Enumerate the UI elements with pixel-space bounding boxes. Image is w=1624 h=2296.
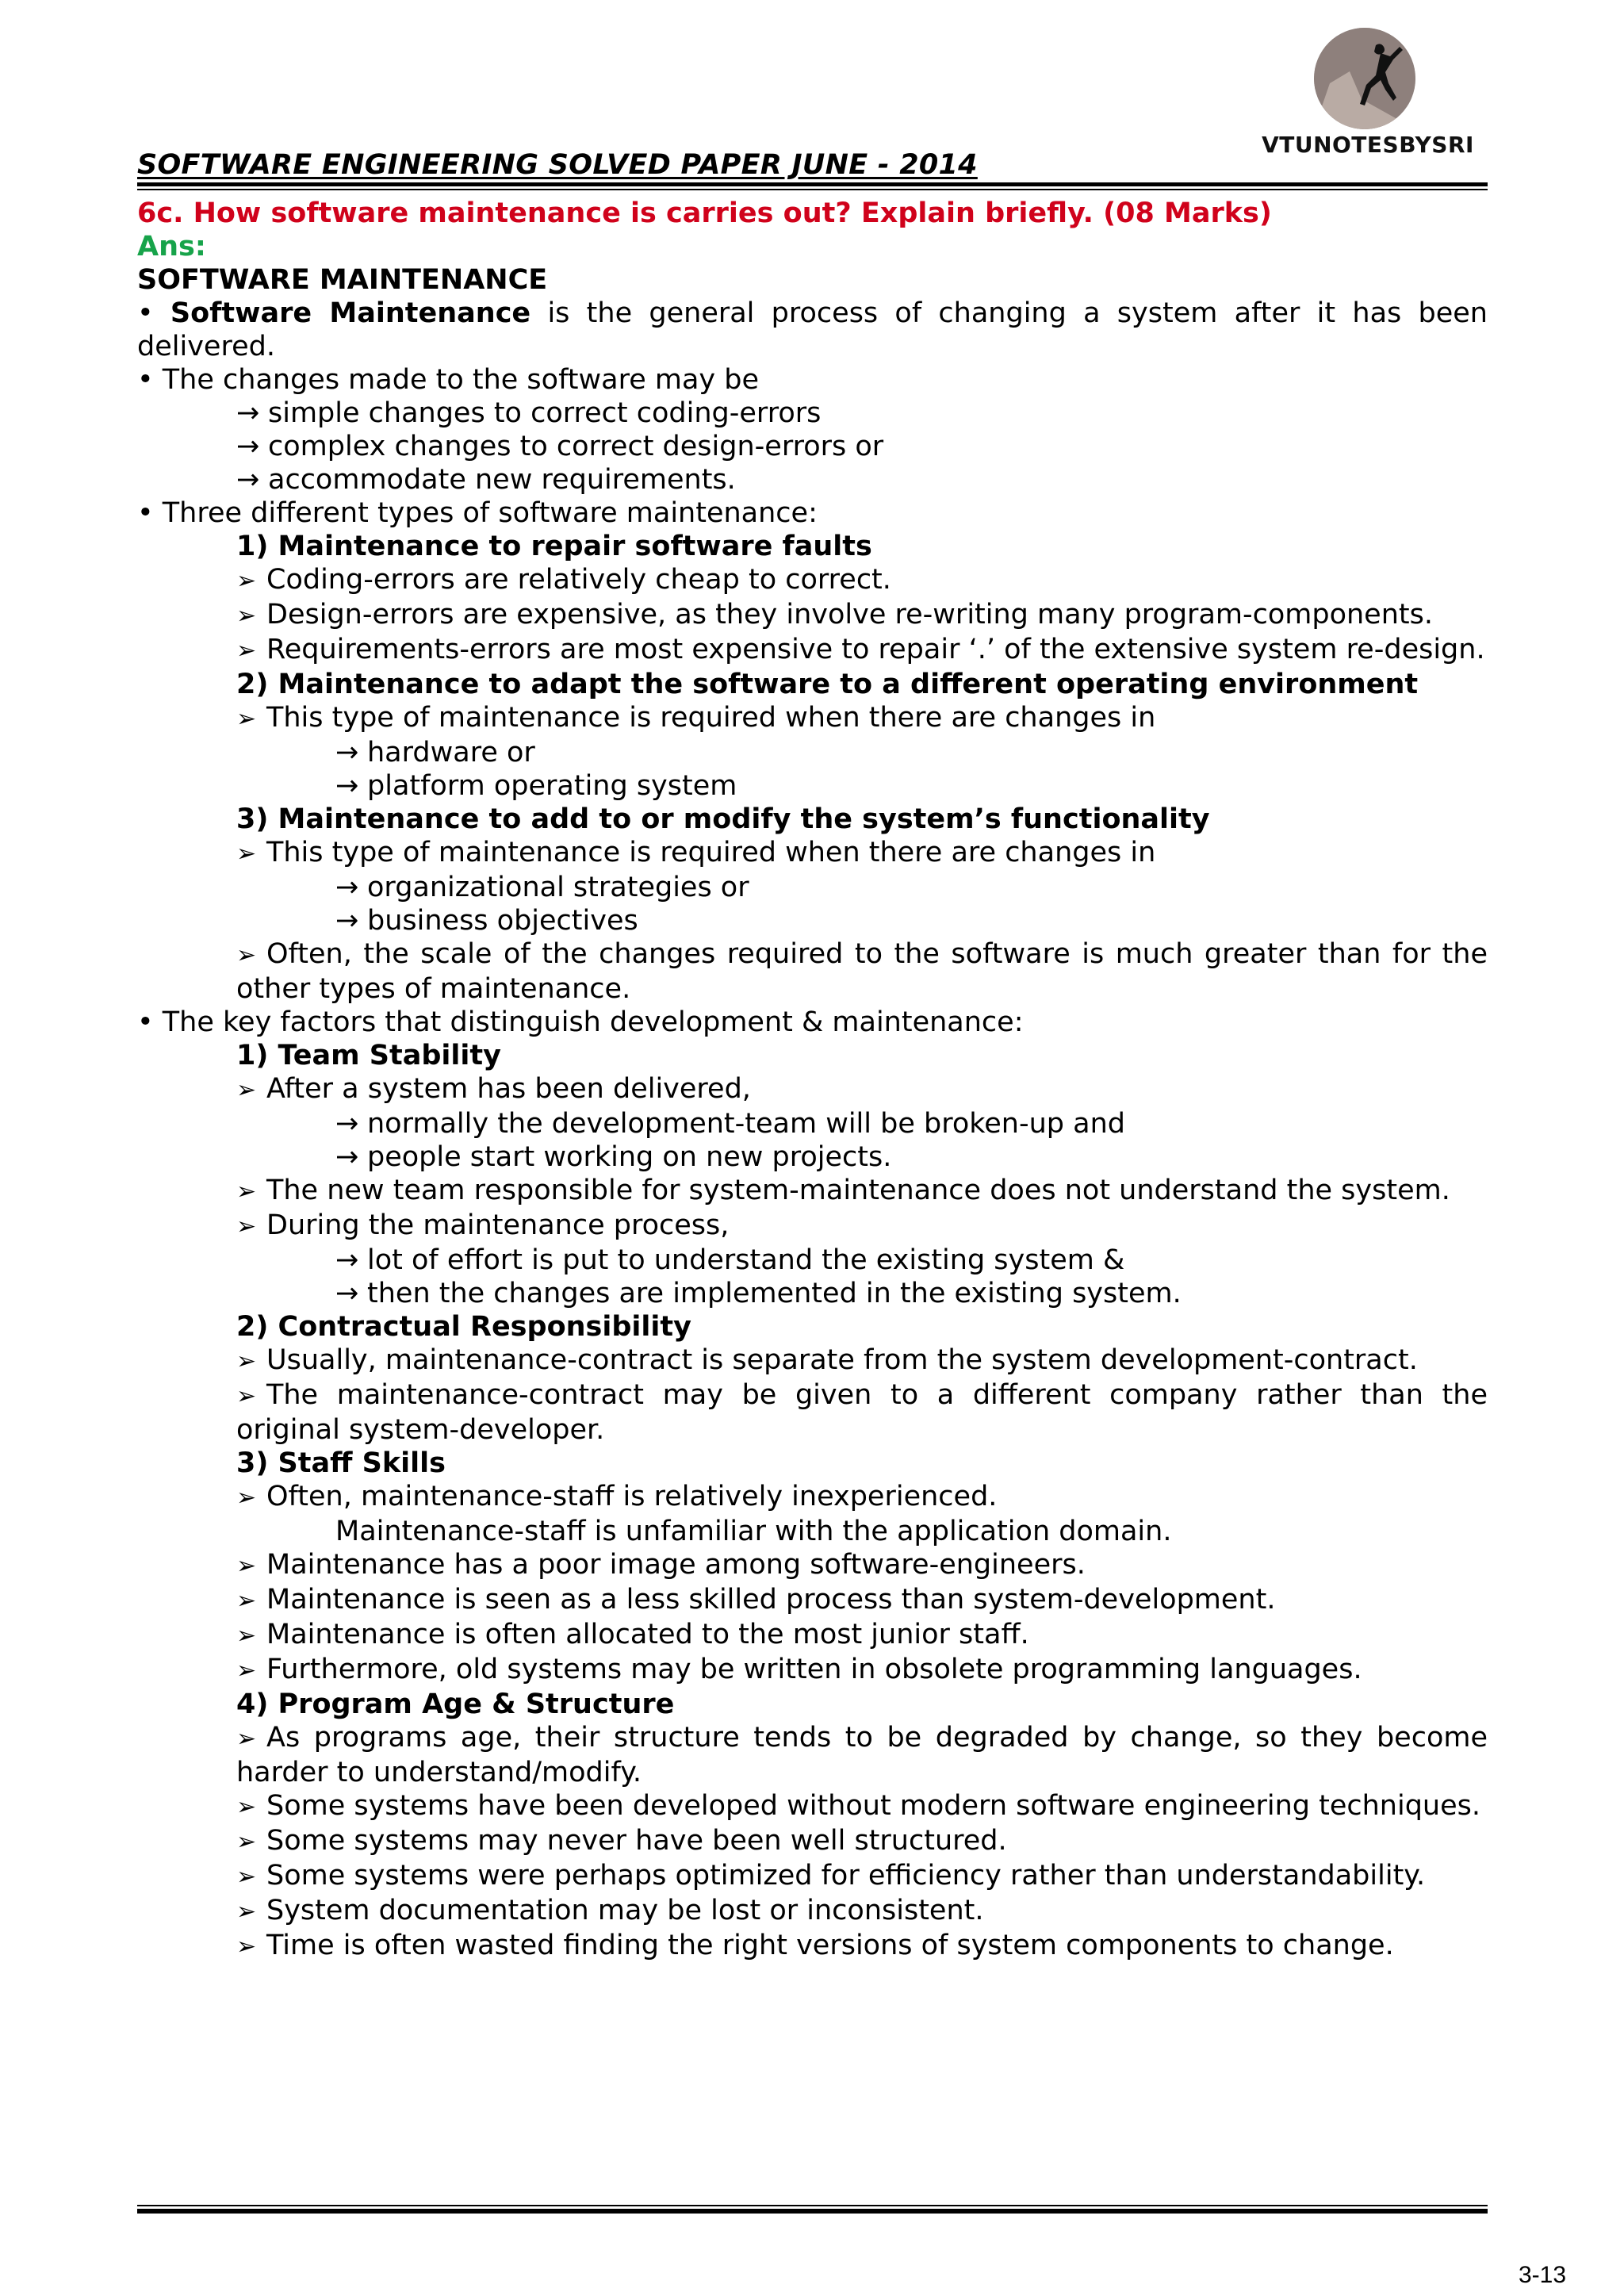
arrow-icon: → [335, 770, 359, 802]
subheading: 4) Program Age & Structure [236, 1688, 675, 1720]
bullet-icon: • [137, 297, 154, 329]
bullet-icon: • [137, 1006, 154, 1038]
logo [1249, 24, 1487, 163]
point-item: ➢ Maintenance is seen as a less skilled process than system-development. [137, 1583, 1488, 1618]
point-item: ➢ Maintenance is often allocated to the most junior staff. [137, 1618, 1488, 1653]
climber-logo-icon [1314, 28, 1415, 129]
point-item: ➢ Furthermore, old systems may be written in obsolete programming languages. [137, 1653, 1488, 1688]
arrow-icon: → [236, 397, 260, 429]
arrowhead-bullet-icon: ➢ [236, 941, 257, 969]
arrowhead-bullet-icon: ➢ [236, 1863, 257, 1891]
footer-rule-thin [137, 2205, 1488, 2206]
bullet-icon: • [137, 364, 154, 396]
arrow-icon: → [335, 1141, 359, 1173]
arrow-item: → normally the development-team will be broken-up and [335, 1108, 1125, 1140]
arrowhead-bullet-icon: ➢ [236, 602, 257, 630]
arrowhead-bullet-icon: ➢ [236, 1213, 257, 1240]
arrowhead-bullet-icon: ➢ [236, 1382, 257, 1410]
arrowhead-bullet-icon: ➢ [236, 1933, 257, 1961]
point-item: ➢ As programs age, their structure tends to be degraded by change, so they become harder to understand/modify. [236, 1722, 1488, 1788]
arrowhead-bullet-icon: ➢ [236, 1793, 257, 1821]
arrow-icon: → [335, 872, 359, 903]
point-item: ➢ This type of maintenance is required when there are changes in [137, 836, 1488, 871]
arrowhead-bullet-icon: ➢ [236, 1076, 257, 1104]
arrowhead-bullet-icon: ➢ [236, 1725, 257, 1753]
arrowhead-bullet-icon: ➢ [236, 1898, 257, 1926]
point-item: ➢ Some systems have been developed without modern software engineering techniques. [137, 1789, 1488, 1824]
answer-label: Ans: [137, 231, 206, 263]
question-text: 6c. How software maintenance is carries out? Explain briefly. (08 Marks) [137, 197, 1272, 229]
subheading: 2) Maintenance to adapt the software to a different operating environment [236, 669, 1419, 700]
header-rule-thin [137, 189, 1488, 190]
arrow-item: → lot of effort is put to understand the existing system & [335, 1244, 1125, 1276]
section-heading: SOFTWARE MAINTENANCE [137, 264, 548, 296]
arrowhead-bullet-icon: ➢ [236, 1657, 257, 1685]
subheading: 1) Team Stability [236, 1040, 501, 1071]
arrow-item: → platform operating system [335, 770, 737, 802]
document-title: SOFTWARE ENGINEERING SOLVED PAPER JUNE - 2014 [137, 149, 978, 181]
page-content [137, 197, 1488, 1964]
arrowhead-bullet-icon: ➢ [236, 840, 257, 868]
arrowhead-bullet-icon: ➢ [236, 1622, 257, 1650]
bullet-item: • The changes made to the software may be [137, 364, 759, 396]
arrow-item: → organizational strategies or [335, 872, 749, 903]
header-rule [137, 182, 1488, 186]
arrow-item: → simple changes to correct coding-errors [236, 397, 822, 429]
point-item: ➢ Requirements-errors are most expensive to repair ‘.’ of the extensive system re-design. [137, 633, 1488, 668]
bullet-item: • Software Maintenance is the general process of changing a system after it has been delivered. [137, 297, 1488, 362]
point-item: ➢ Design-errors are expensive, as they involve re-writing many program-components. [137, 598, 1488, 633]
arrow-icon: → [335, 1278, 359, 1309]
point-item: ➢ After a system has been delivered, [137, 1072, 1488, 1107]
arrow-icon: → [236, 464, 260, 496]
arrow-icon: → [335, 905, 359, 937]
point-item: ➢ Often, maintenance-staff is relatively inexperienced. [137, 1480, 1488, 1515]
arrow-item: → business objectives [335, 905, 638, 937]
arrow-icon: → [335, 1108, 359, 1140]
arrow-icon: → [236, 431, 260, 462]
arrowhead-bullet-icon: ➢ [236, 1587, 257, 1615]
arrow-item: → complex changes to correct design-errors or [236, 431, 884, 462]
arrowhead-bullet-icon: ➢ [236, 567, 257, 595]
point-item: ➢ Time is often wasted finding the right versions of system components to change. [137, 1929, 1488, 1964]
arrow-icon: → [335, 1244, 359, 1276]
subheading: 1) Maintenance to repair software faults [236, 531, 872, 562]
arrowhead-bullet-icon: ➢ [236, 637, 257, 665]
point-item: ➢ Usually, maintenance-contract is separate from the system development-contract. [137, 1343, 1488, 1378]
arrow-item: → accommodate new requirements. [236, 464, 736, 496]
footer-rule [137, 2209, 1488, 2214]
page-number: 3-13 [1519, 2262, 1567, 2288]
point-item: ➢ During the maintenance process, [137, 1209, 1488, 1244]
arrowhead-bullet-icon: ➢ [236, 1347, 257, 1375]
bullet-icon: • [137, 497, 154, 529]
point-item: ➢ The new team responsible for system-maintenance does not understand the system. [137, 1174, 1488, 1209]
arrowhead-bullet-icon: ➢ [236, 1552, 257, 1580]
point-item: ➢ Some systems were perhaps optimized for efficiency rather than understandability. [137, 1859, 1488, 1894]
subheading: 3) Maintenance to add to or modify the system’s functionality [236, 803, 1210, 835]
arrowhead-bullet-icon: ➢ [236, 1178, 257, 1205]
arrow-item: → then the changes are implemented in the existing system. [335, 1278, 1182, 1309]
continuation-text: Maintenance-staff is unfamiliar with the application domain. [335, 1516, 1172, 1547]
arrow-icon: → [335, 737, 359, 769]
subheading: 3) Staff Skills [236, 1447, 446, 1479]
arrow-item: → people start working on new projects. [335, 1141, 892, 1173]
point-item: ➢ The maintenance-contract may be given to a different company rather than the original system-developer. [236, 1379, 1488, 1446]
point-item: ➢ Some systems may never have been well structured. [137, 1824, 1488, 1859]
point-item: ➢ Coding-errors are relatively cheap to correct. [137, 563, 1488, 598]
arrow-item: → hardware or [335, 737, 535, 769]
arrowhead-bullet-icon: ➢ [236, 705, 257, 733]
subheading: 2) Contractual Responsibility [236, 1311, 691, 1343]
arrowhead-bullet-icon: ➢ [236, 1484, 257, 1512]
point-item: ➢ Maintenance has a poor image among software-engineers. [137, 1548, 1488, 1583]
arrowhead-bullet-icon: ➢ [236, 1828, 257, 1856]
point-item: ➢ System documentation may be lost or inconsistent. [137, 1894, 1488, 1929]
point-item: ➢ Often, the scale of the changes required to the software is much greater than for the other types of maintenance. [236, 938, 1488, 1005]
bullet-item: • Three different types of software maintenance: [137, 497, 818, 529]
point-item: ➢ This type of maintenance is required when there are changes in [137, 701, 1488, 736]
bullet-item: • The key factors that distinguish development & maintenance: [137, 1006, 1024, 1038]
logo-text: VTUNOTESBYSRI [1262, 132, 1474, 158]
